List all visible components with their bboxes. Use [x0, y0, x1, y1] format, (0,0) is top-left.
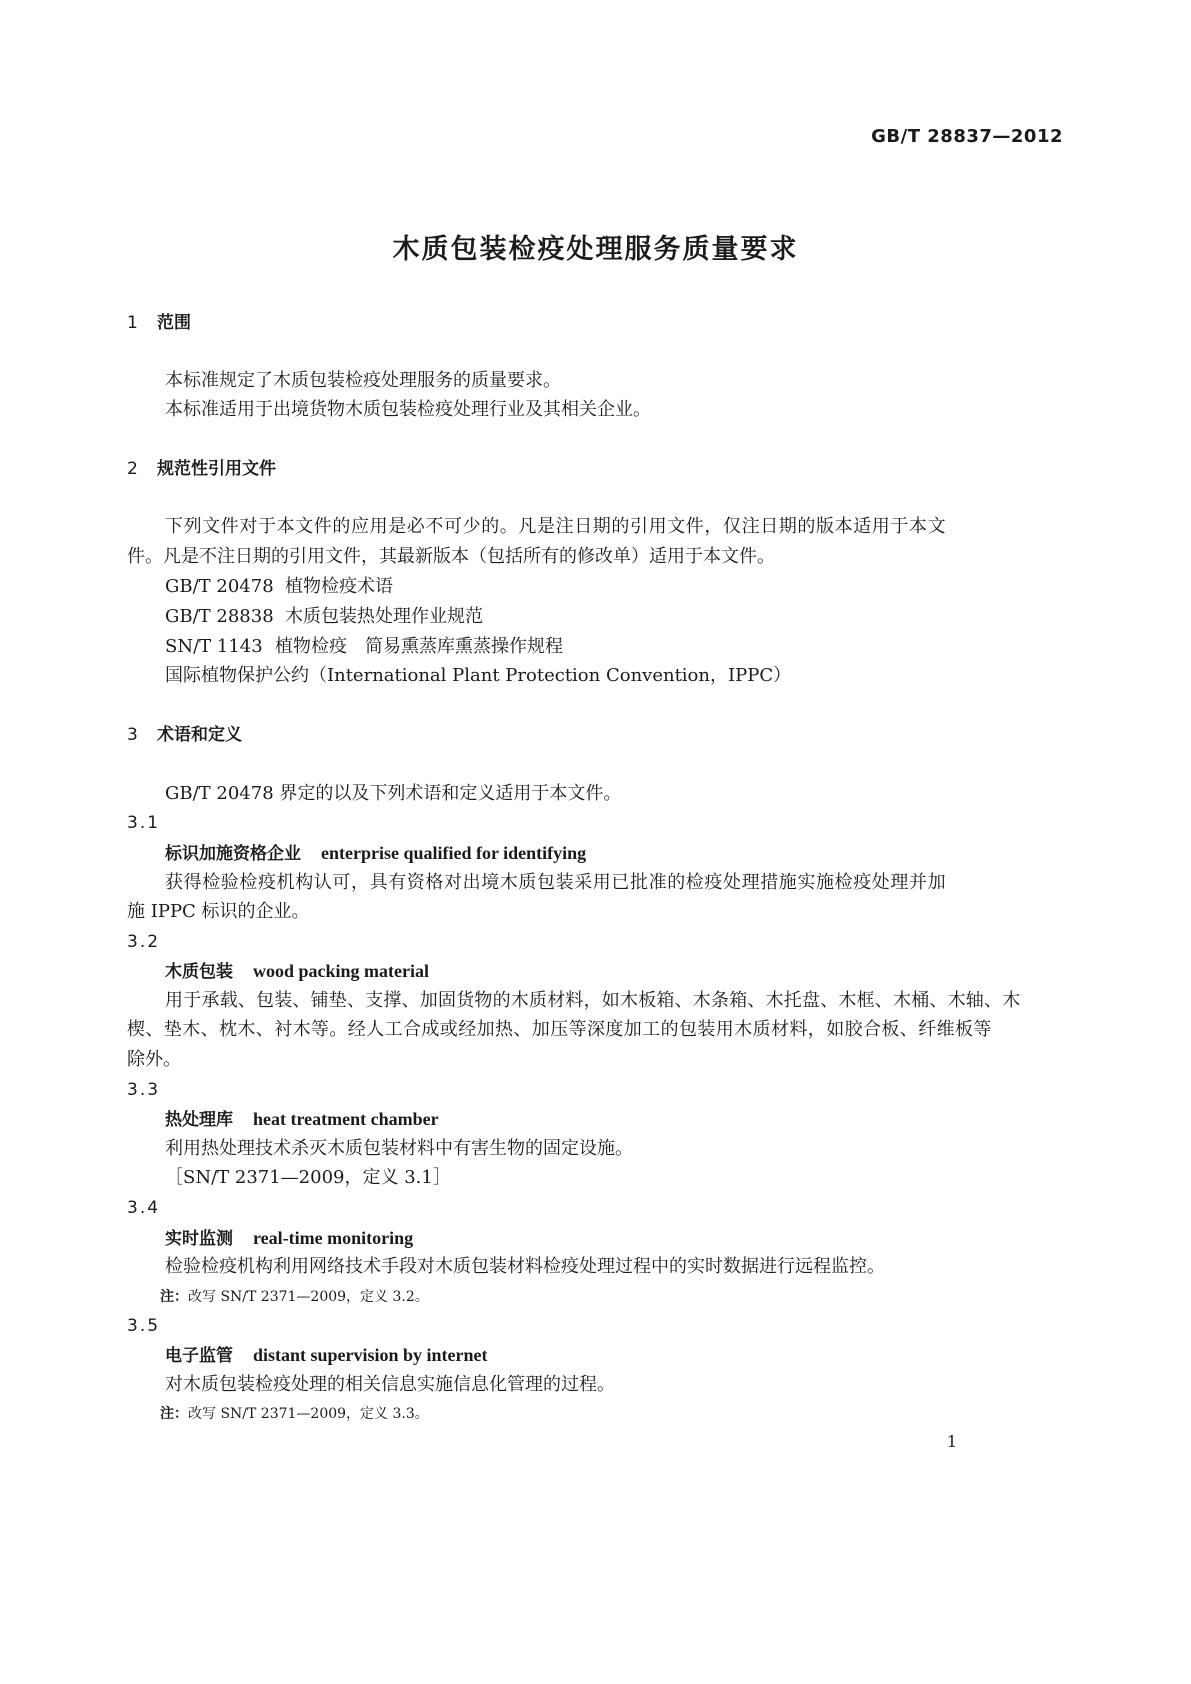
note — [160, 1285, 429, 1309]
reference-title: 木质包装热处理作业规范 — [285, 606, 483, 627]
term-chinese: 电子监管 — [165, 1346, 233, 1366]
note-label: 注： — [160, 1406, 188, 1422]
paragraph: 本标准规定了木质包装检疫处理服务的质量要求。 — [165, 370, 561, 391]
term-chinese: 木质包装 — [165, 962, 233, 982]
reference-title: 植物检疫 简易熏蒸库熏蒸操作规程 — [275, 636, 563, 657]
term-chinese: 标识加施资格企业 — [165, 844, 301, 864]
section-number: 2 — [127, 459, 138, 479]
term-chinese: 热处理库 — [165, 1110, 233, 1130]
term-english: heat treatment chamber — [253, 1109, 439, 1129]
term-heading — [165, 1226, 413, 1251]
section-1-heading — [127, 311, 191, 335]
section-title: 范围 — [157, 313, 191, 333]
clause-number: 3.1 — [127, 813, 161, 833]
definition: 施 IPPC 标识的企业。 — [127, 901, 310, 922]
section-title: 规范性引用文件 — [157, 459, 276, 479]
clause-number: 3.3 — [127, 1080, 161, 1100]
definition: 对木质包装检疫处理的相关信息实施信息化管理的过程。 — [165, 1374, 615, 1395]
reference-title: 植物检疫术语 — [285, 576, 393, 597]
document-title: 木质包装检疫处理服务质量要求 — [392, 234, 799, 265]
paragraph: 件。凡是不注日期的引用文件，其最新版本（包括所有的修改单）适用于本文件。 — [127, 546, 775, 567]
definition: 检验检疫机构利用网络技术手段对木质包装材料检疫处理过程中的实时数据进行远程监控。 — [165, 1256, 885, 1277]
reference-item — [165, 575, 393, 599]
definition: 楔、垫木、枕木、衬木等。经人工合成或经加热、加压等深度加工的包装用木质材料，如胶合板、纤维板等 — [127, 1019, 992, 1040]
term-english: enterprise qualified for identifying — [321, 843, 587, 863]
term-english: real-time monitoring — [253, 1228, 414, 1248]
reference-item — [165, 605, 483, 629]
clause-number: 3.2 — [127, 932, 161, 952]
definition-source: ［SN/T 2371—2009，定义 3.1］ — [165, 1167, 451, 1188]
section-number: 3 — [127, 725, 138, 745]
reference-item — [165, 635, 563, 659]
reference-code: SN/T 1143 — [165, 636, 263, 657]
standard-number: GB/T 28837—2012 — [871, 126, 1063, 147]
section-title: 术语和定义 — [157, 725, 242, 745]
term-heading — [165, 1343, 488, 1368]
paragraph: 本标准适用于出境货物木质包装检疫处理行业及其相关企业。 — [165, 399, 651, 420]
definition: 获得检验检疫机构认可，具有资格对出境木质包装采用已批准的检疫处理措施实施检疫处理并加 — [165, 872, 947, 893]
section-3-heading — [127, 723, 242, 747]
note — [160, 1402, 429, 1426]
definition: 用于承载、包装、铺垫、支撑、加固货物的木质材料，如木板箱、木条箱、木托盘、木框、木桶、木轴、木 — [165, 990, 1021, 1011]
note-label: 注： — [160, 1289, 188, 1305]
definition: 除外。 — [127, 1049, 181, 1070]
clause-number: 3.5 — [127, 1316, 161, 1336]
note-text: 改写 SN/T 2371—2009，定义 3.2。 — [188, 1289, 429, 1305]
reference-item: 国际植物保护公约（International Plant Protection Convention，IPPC） — [165, 665, 792, 686]
reference-code: GB/T 20478 — [165, 576, 274, 597]
paragraph: 下列文件对于本文件的应用是必不可少的。凡是注日期的引用文件，仅注日期的版本适用于本文 — [165, 516, 947, 537]
term-heading — [165, 959, 429, 984]
definition: 利用热处理技术杀灭木质包装材料中有害生物的固定设施。 — [165, 1138, 633, 1159]
clause-number: 3.4 — [127, 1198, 161, 1218]
note-text: 改写 SN/T 2371—2009，定义 3.3。 — [188, 1406, 429, 1422]
term-heading — [165, 841, 586, 866]
reference-code: GB/T 28838 — [165, 606, 274, 627]
section-number: 1 — [127, 313, 138, 333]
term-english: wood packing material — [253, 961, 430, 981]
paragraph: GB/T 20478 界定的以及下列术语和定义适用于本文件。 — [165, 783, 622, 804]
term-heading — [165, 1107, 439, 1132]
section-2-heading — [127, 457, 276, 481]
term-english: distant supervision by internet — [253, 1345, 488, 1365]
term-chinese: 实时监测 — [165, 1229, 233, 1249]
page-number: 1 — [946, 1432, 957, 1451]
